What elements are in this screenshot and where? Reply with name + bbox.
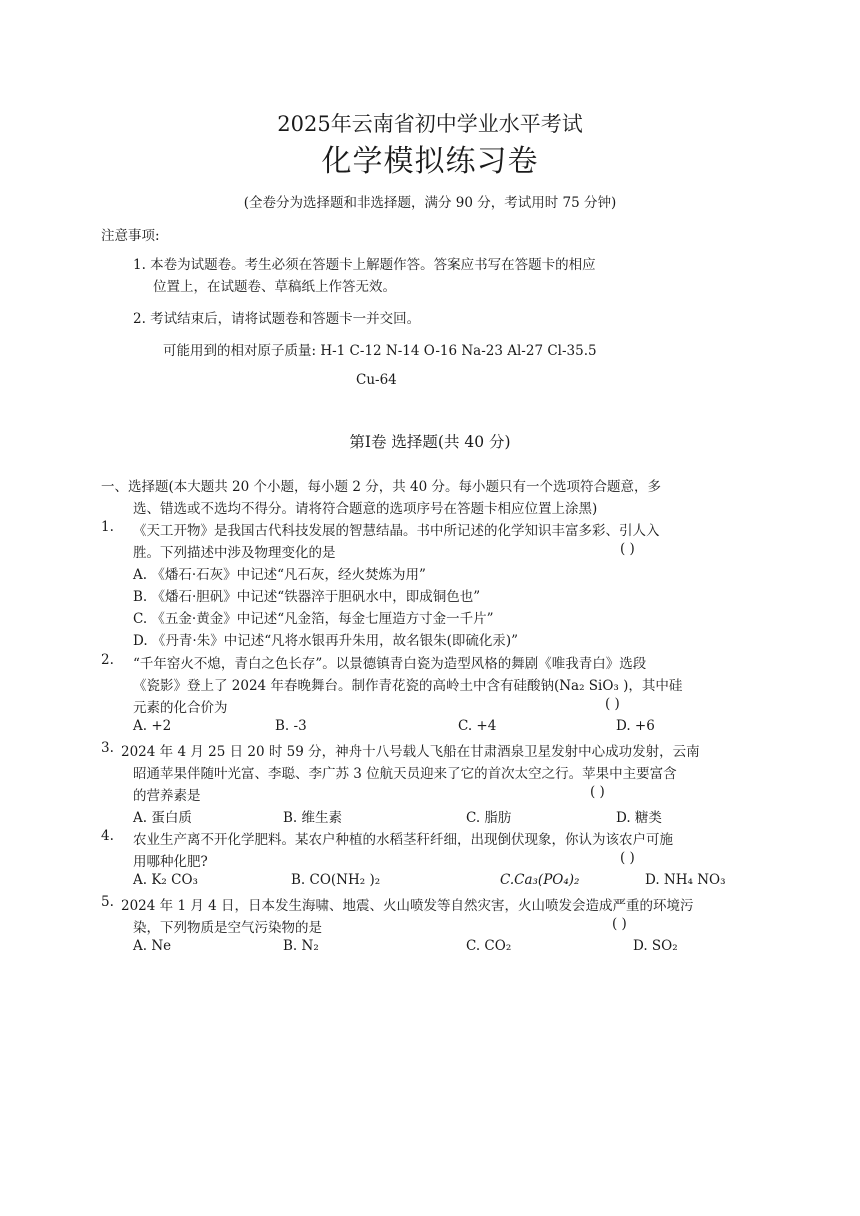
exam-subtitle: (全卷分为选择题和非选择题，满分 90 分，考试用时 75 分钟)	[243, 195, 617, 211]
notice-item-1: 1. 本卷为试题卷。考生必须在答题卡上解题作答。答案应书写在答题卡的相应	[133, 257, 596, 273]
option-a: A. Ne	[133, 938, 172, 954]
option-b: B. N₂	[283, 938, 319, 954]
option-d: D. 《丹青·朱》中记述“凡将水银再升朱用，故名银朱(即硫化汞)”	[133, 633, 519, 649]
option-b: B. 《燔石·胆矾》中记述“铁器淬于胆矾水中，即成铜色也”	[133, 589, 481, 605]
option-c: C. 《五金·黄金》中记述“凡金箔，每金七厘造方寸金一千片”	[133, 611, 494, 627]
question-number: 2.	[101, 652, 114, 668]
section-title: 第Ⅰ卷 选择题(共 40 分)	[349, 433, 511, 451]
option-a: A. +2	[133, 718, 172, 734]
notice-item-1-cont: 位置上，在试题卷、草稿纸上作答无效。	[153, 279, 396, 295]
question-stem-cont: 的营养素是	[133, 788, 201, 804]
question-number: 3.	[101, 740, 114, 756]
option-d: D. NH₄ NO₃	[645, 872, 726, 888]
question-number: 5.	[101, 894, 114, 910]
option-a: A. 蛋白质	[133, 810, 192, 826]
question-stem: “千年窑火不熄，青白之色长存”。以景德镇青白瓷为造型风格的舞剧《唯我青白》选段	[133, 656, 647, 672]
question-number: 4.	[101, 828, 114, 844]
option-d: D. 糖类	[616, 810, 662, 826]
option-b: B. 维生素	[283, 810, 343, 826]
answer-blank: ( )	[620, 541, 635, 557]
option-d: D. +6	[616, 718, 655, 734]
exam-title: 2025年云南省初中学业水平考试	[277, 112, 583, 136]
question-stem-cont: 元素的化合价为	[133, 700, 228, 716]
option-b: B. CO(NH₂ )₂	[291, 872, 381, 888]
atomic-mass-line: 可能用到的相对原子质量: H-1 C-12 N-14 O-16 Na-23 Al-27 Cl-35.5	[163, 343, 597, 359]
question-stem: 农业生产离不开化学肥料。某农户种植的水稻茎秆纤细，出现倒伏现象，你认为该农户可施	[133, 832, 673, 848]
option-a: A. K₂ CO₃	[133, 872, 198, 888]
atomic-mass-line-cont: Cu-64	[356, 372, 397, 388]
answer-blank: ( )	[612, 916, 627, 932]
answer-blank: ( )	[620, 850, 635, 866]
question-stem-cont: 用哪种化肥?	[133, 854, 208, 870]
subject-title: 化学模拟练习卷	[321, 144, 539, 179]
question-stem: 《天工开物》是我国古代科技发展的智慧结晶。书中所记述的化学知识丰富多彩、引人入	[133, 523, 660, 539]
option-c: C. 脂肪	[466, 810, 512, 826]
question-stem-cont: 胜。下列描述中涉及物理变化的是	[133, 545, 336, 561]
answer-blank: ( )	[605, 696, 620, 712]
option-c: C. +4	[458, 718, 497, 734]
question-stem-cont: 染，下列物质是空气污染物的是	[133, 920, 322, 936]
answer-blank: ( )	[590, 784, 605, 800]
question-stem: 2024 年 1 月 4 日，日本发生海啸、地震、火山喷发等自然灾害，火山喷发会造成严重的环境污	[121, 898, 694, 914]
question-stem-cont: 昭通苹果伴随叶光富、李聪、李广苏 3 位航天员迎来了它的首次太空之行。苹果中主要富含	[133, 766, 677, 782]
option-d: D. SO₂	[633, 938, 678, 954]
notice-item-2: 2. 考试结束后，请将试题卷和答题卡一并交回。	[133, 311, 421, 327]
notice-heading: 注意事项:	[101, 228, 160, 244]
section-intro: 一、选择题(本大题共 20 个小题，每小题 2 分，共 40 分。每小题只有一个选项符合题意，多	[101, 479, 661, 495]
question-number: 1.	[101, 519, 114, 535]
question-stem: 2024 年 4 月 25 日 20 时 59 分，神舟十八号载人飞船在甘肃酒泉卫星发射中心成功发射，云南	[121, 744, 700, 760]
section-intro-cont: 选、错选或不选均不得分。请将符合题意的选项序号在答题卡相应位置上涂黑)	[133, 501, 598, 517]
option-c: C. CO₂	[466, 938, 512, 954]
option-b: B. -3	[275, 718, 307, 734]
option-a: A. 《燔石·石灰》中记述“凡石灰，经火焚炼为用”	[133, 567, 426, 583]
question-stem-cont: 《瓷影》登上了 2024 年春晚舞台。制作青花瓷的高岭土中含有硅酸钠(Na₂ SiO₃ )，其中硅	[133, 678, 683, 694]
option-c: C.Ca₃(PO₄)₂	[500, 872, 580, 888]
